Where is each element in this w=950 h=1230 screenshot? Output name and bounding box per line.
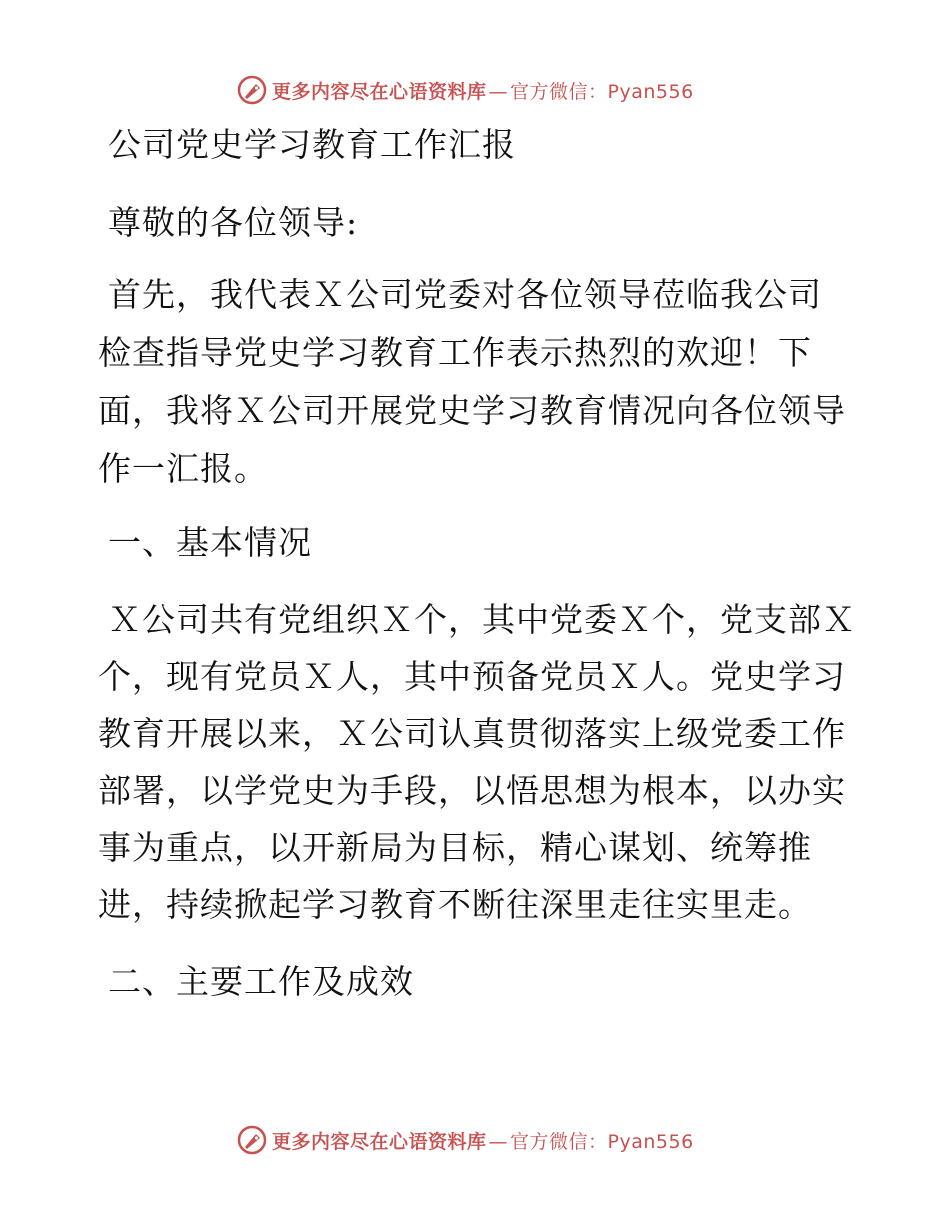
section-paragraph-line: 进，持续掀起学习教育不断往深里走往实里走。 [98, 885, 812, 924]
section-heading-main-work: 二、主要工作及成效 [108, 962, 414, 1001]
intro-line: 作一汇报。 [98, 449, 268, 488]
section-paragraph-line: 个，现有党员Ｘ人，其中预备党员Ｘ人。党史学习 [98, 657, 846, 696]
intro-line: 面，我将Ｘ公司开展党史学习教育情况向各位领导 [98, 391, 846, 430]
pen-nib-logo-icon [236, 1124, 268, 1156]
section-paragraph-line: 教育开展以来，Ｘ公司认真贯彻落实上级党委工作 [98, 714, 846, 753]
watermark-header [236, 72, 694, 108]
section-heading-basic-info: 一、基本情况 [108, 523, 312, 562]
watermark-text: 更多内容尽在心语资料库 — 官方微信：Pyan556 [272, 1130, 694, 1153]
watermark-text: 更多内容尽在心语资料库 — 官方微信：Pyan556 [272, 80, 694, 103]
salutation: 尊敬的各位领导: [108, 203, 359, 242]
section-paragraph-line: Ｘ公司共有党组织Ｘ个，其中党委Ｘ个，党支部Ｘ [108, 600, 856, 639]
intro-line: 首先，我代表Ｘ公司党委对各位领导莅临我公司 [108, 275, 822, 314]
section-paragraph-line: 部署，以学党史为手段，以悟思想为根本，以办实 [98, 771, 846, 810]
watermark-footer [236, 1122, 694, 1158]
pen-nib-logo-icon [236, 74, 268, 106]
intro-line: 检查指导党史学习教育工作表示热烈的欢迎！下 [98, 333, 812, 372]
document-title: 公司党史学习教育工作汇报 [108, 125, 516, 164]
section-paragraph-line: 事为重点，以开新局为目标，精心谋划、统筹推 [98, 828, 812, 867]
